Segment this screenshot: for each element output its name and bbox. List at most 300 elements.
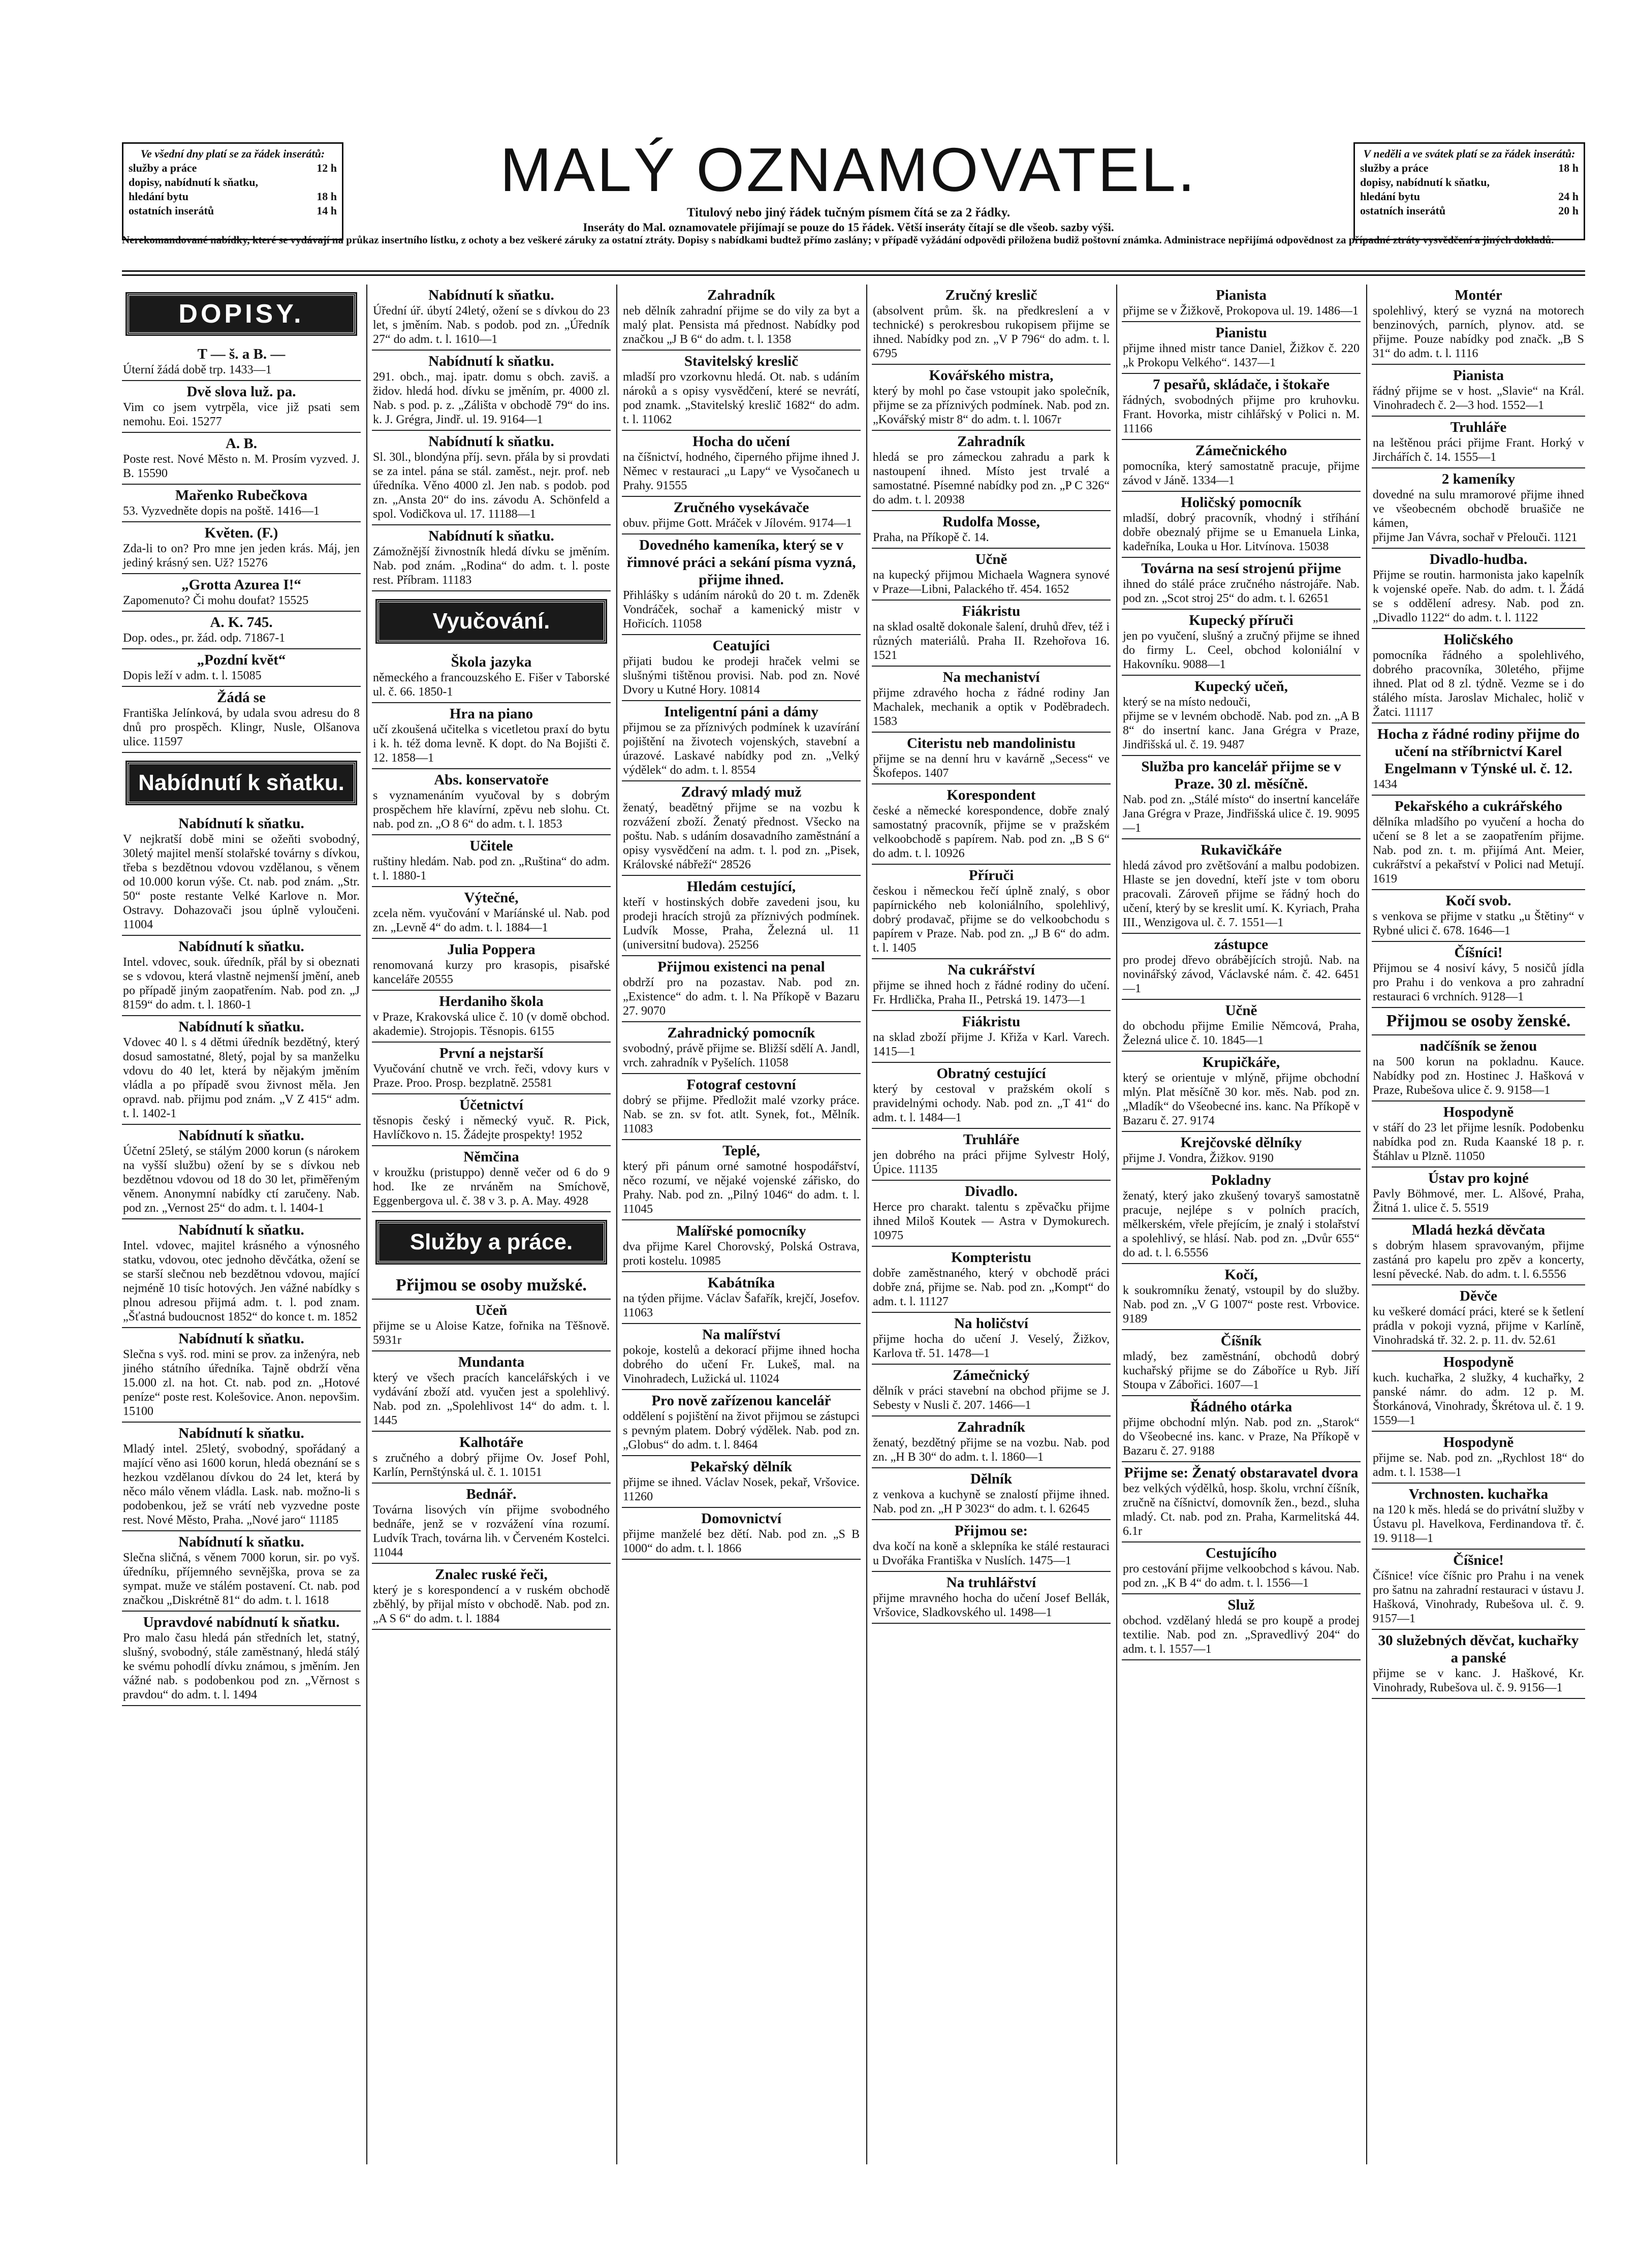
classified-ad <box>872 1247 1111 1313</box>
classified-ad <box>622 1456 861 1508</box>
ad-text: přijme ihned mistr tance Daniel, Žižkov č. 220 „k Prokopu Velkého“. 1437—1 <box>1123 342 1360 369</box>
rates-left-title: Ve všední dny platí se za řádek inserátů: <box>140 147 325 160</box>
ad-text: dobře zaměstnaného, který v obchodě práci dobře zná, přijme se. Nab. pod zn. „Kompt“ do adm. t. l. 11127 <box>873 1267 1110 1308</box>
ad-heading: Kočí svob. <box>1445 893 1511 909</box>
classified-ad <box>372 1564 611 1630</box>
classified-ad <box>872 959 1111 1011</box>
ad-text: který při pánum orné samotné hospodářství, něco rozumí, ve nějaké vojenské zářisko, do Prahy. Nab. pod zn. „Pilný 1046“ do adm. t. l. 11045 <box>623 1160 860 1216</box>
ad-heading: Truhláře <box>963 1131 1020 1148</box>
ad-heading: Zahradník <box>957 1419 1025 1435</box>
ad-text: v kroužku (pristuppo) denně večer od 6 do 9 hod. Ike ze nrváněm na Smíchově, Eggenbergova ul. č. 38 v 3. p. A. May. 4928 <box>373 1166 610 1208</box>
ad-text: ženatý, beadětný přijme se na vozbu k rozvážení zboží. Ženatý přednost. Všecko na poštu. Nab. s udáním dosavadního zaměstnání a opisy vysvědčení na adm. t. l. pod zn. „Pisek, Královské nábřeží“ 28526 <box>623 801 860 871</box>
ad-heading: Dělník <box>970 1471 1013 1487</box>
ad-heading: Inteligentní páni a dámy <box>664 704 818 720</box>
ad-text: oddělení s pojištění na život přijmou se zástupci s pevným platem. Dobrý výdělek. Nab. pod zn. „Globus“ do adm. t. l. 8464 <box>623 1410 860 1452</box>
classified-ad <box>872 667 1111 733</box>
classified-ad <box>122 687 361 753</box>
ad-text: mladší, dobrý pracovník, vhodný i stříhání dobře obeznalý přijme se u Emanuela Linka, kadeřníka, Louka u Hor. Litvínova. 15038 <box>1123 512 1360 553</box>
ads-snatky <box>122 813 361 1706</box>
column-6 <box>1372 285 1585 2164</box>
ad-heading: Bednář. <box>466 1486 517 1502</box>
rates-box-left <box>122 142 343 240</box>
classified-ad <box>122 936 361 1016</box>
ad-text: spolehlivý, který se vyzná na motorech benzinových, parních, plynov. atd. se přijme. Pouze nabídky pod značk. „B S 31“ do adm. t. l. 1116 <box>1373 304 1584 360</box>
classified-ad <box>1372 417 1585 468</box>
classified-ad <box>372 1094 611 1146</box>
ad-heading: Na truhlářství <box>946 1574 1036 1591</box>
classified-ad <box>1122 934 1361 1000</box>
ad-text: s zručného a dobrý přijme Ov. Josef Pohl, Karlín, Pernštýnská ul. č. 1. 10151 <box>373 1452 610 1479</box>
ad-heading: Malířské pomocníky <box>676 1223 806 1239</box>
ad-heading: Ceatujíci <box>712 638 770 654</box>
ad-heading: Zahradnický pomocník <box>667 1025 815 1041</box>
ad-heading: Fotograf cestovní <box>686 1077 796 1093</box>
ad-heading: Nabídnutí k sňatku. <box>178 1425 304 1441</box>
ad-text: pokoje, kostelů a dekorací přijme ihned hocha dobrého do učení Fr. Lukeš, mal. na Vinohradech, Lužická ul. 11024 <box>623 1344 860 1385</box>
ad-text: 291. obch., maj. ipatr. domu s obch. zaviš. a židov. hledá hod. dívku se jměním, pr. 4000 zl. Nab. s pod. p. z. „Zálišta v obchodě 79“ do ins. k. J. Grégra, Jindř. ul. 19. 9164—1 <box>373 370 610 426</box>
ad-heading: Kupecký učeň, <box>1194 678 1288 695</box>
rates-left-row <box>129 190 337 204</box>
ad-text: přijme mravného hocha do učení Josef Bellák, Vršovice, Sladkovského ul. 1498—1 <box>873 1592 1110 1619</box>
column-divider <box>866 285 867 2164</box>
ad-heading: Hledám cestující, <box>686 878 796 895</box>
ad-text: českou i německou řečí úplně znalý, s obor papírnického neb koloniálního, spolehlivý, dobrý prodavač, přijme se do velkoobchodu s papírem v Praze. Nab. pod zn. „J B 6“ do adm. t. l. 1405 <box>873 885 1110 955</box>
ad-text: dělníka mladšího po vyučení a hocha do učení se 8 let a se zaopatřením přijme. Nab. pod zn. t. m. přijímá Ant. Meier, cukrářství a pekařství v Polici nad Metují. 1619 <box>1373 815 1584 886</box>
ad-text: na leštěnou práci přijme Frant. Horký v Jirchářích č. 14. 1555—1 <box>1373 436 1584 464</box>
classified-ad <box>122 574 361 612</box>
classified-ad <box>122 522 361 574</box>
classified-ad <box>622 285 861 351</box>
ad-text: (absolvent prům. šk. na předkreslení a v technické) s perokresbou rukopisem přijme se ihned. Nabídky pod zn. „V P 796“ do adm. t. l. 6795 <box>873 304 1110 360</box>
ad-text: německého a francouzského E. Fišer v Taborské ul. č. 66. 1850-1 <box>373 671 610 699</box>
column-divider <box>1116 285 1117 2164</box>
section-dopisy: DOPISY. <box>127 294 356 334</box>
ad-text: svobodný, právě přijme se. Bližší sdělí A. Jandl, vrch. zahradník v Pyšelích. 11058 <box>623 1042 860 1069</box>
ad-heading: Zručného vysekávače <box>673 499 809 516</box>
ad-columns <box>122 285 1585 2164</box>
ad-heading: Nabídnutí k sňatku. <box>428 433 554 450</box>
ads-col3 <box>622 285 861 1560</box>
classified-ad <box>372 769 611 835</box>
ads-col4 <box>872 285 1111 1624</box>
ad-heading: Hospodyně <box>1443 1434 1514 1451</box>
classified-ad <box>1372 1101 1585 1168</box>
classified-ad <box>372 703 611 769</box>
ad-text: ku veškeré domácí práci, které se k šetlení prádla v pokoji vyzná, přijme v Karlíně, Vinohradská tř. 32. 2. p. 11. dv. 52.61 <box>1373 1305 1584 1347</box>
classified-ad <box>1122 1132 1361 1170</box>
classified-ad <box>122 485 361 522</box>
ad-text: Praha, na Příkopě č. 14. <box>873 531 989 544</box>
ad-heading: Hra na piano <box>449 706 533 722</box>
classified-ad <box>872 1181 1111 1247</box>
classified-ad <box>1372 549 1585 629</box>
ad-text: V nejkratší době mini se ožeňti svobodný, 30letý majitel menší stolařské továrny s dívkou, třeba s bezdětnou vdovou vzdělanou, s věnem od 10.000 korun výše. Ct. nab. pod znám. „Str. 50“ poste restante Velké Karlove n. Mor. Ostravy. Dohazovači jsou úplně vyloučeni. 11004 <box>123 833 360 931</box>
classified-ad <box>372 835 611 887</box>
ad-text: řádných, svobodných přijme pro kruhovku. Frant. Hovorka, mistr cihlářský v Polici n. M. 11166 <box>1123 394 1360 435</box>
ad-text: zcela něm. vyučování v Maríánské ul. Nab. pod zn. „Levně 4“ do adm. t. l. 1884—1 <box>373 907 610 934</box>
ad-text: přijme se v Žižkově, Prokopova ul. 19. 1486—1 <box>1123 304 1359 318</box>
classified-ad <box>1372 1168 1585 1219</box>
ad-text: Nab. pod zn. „Stálé místo“ do insertní kanceláře Jana Grégra v Praze, Jindřišská ulice č. 19. 9095—1 <box>1123 793 1360 835</box>
ad-heading: Nabídnutí k sňatku. <box>178 815 304 832</box>
ad-heading: Citeristu neb mandolinistu <box>907 735 1076 751</box>
classified-ad <box>622 635 861 701</box>
classified-ad <box>1122 285 1361 322</box>
ad-heading: Krejčovské dělníky <box>1180 1135 1302 1151</box>
column-divider <box>1366 285 1367 2164</box>
ad-heading: Krupičkáře, <box>1202 1054 1280 1070</box>
ad-heading: 30 služebných děvčat, kuchařky a panské <box>1378 1632 1579 1666</box>
classified-ad <box>122 813 361 936</box>
ad-heading: Stavitelský kreslič <box>684 353 799 369</box>
classified-ad <box>1122 610 1361 676</box>
rate-label: služby a práce <box>129 162 197 174</box>
newspaper-page <box>122 137 1585 2169</box>
ad-text: dělník v práci stavební na obchod přijme se J. Sebesty v Nusli č. 207. 1466—1 <box>873 1384 1110 1412</box>
ad-heading: Vrchnosten. kuchařka <box>1408 1486 1549 1502</box>
ad-text: obuv. přijme Gott. Mráček v Jílovém. 9174—1 <box>623 517 853 530</box>
classified-ad <box>872 511 1111 549</box>
ad-heading: Abs. konservatoře <box>434 772 549 788</box>
ad-text: Zámožnější živnostník hledá dívku se jměním. Nab. pod znám. „Rodina“ do adm. t. l. poste rest. Příbram. 11183 <box>373 545 610 587</box>
ad-heading: Zámečnického <box>1195 443 1287 459</box>
classified-ad <box>1372 1630 1585 1699</box>
ad-text: Vim co jsem vytrpěla, vice již psati sem nemohu. Eoi. 15277 <box>123 401 360 428</box>
ad-heading: Hocha do učení <box>692 433 790 450</box>
section-sluzby: Služby a práce. <box>377 1221 606 1263</box>
ad-text: těsnopis český i německý vyuč. R. Pick, Havlíčkovo n. 15. Žádejte prospekty! 1952 <box>373 1114 610 1142</box>
ad-heading: Pekařský dělník <box>690 1459 793 1475</box>
classified-ad <box>372 887 611 939</box>
column-1 <box>122 285 361 2164</box>
classified-ad <box>872 285 1111 365</box>
ad-text: hledá závod pro zvětšování a malbu podobizen. Hlaste se jen dovední, kteří jste v tom oboru pracovali. Zároveň přijme se řádný hoch do učení, který by se kreslit umí. K. Kyriach, Praha III., Wenzigova ul. č. 7. 1551—1 <box>1123 859 1360 929</box>
classified-ad <box>122 381 361 433</box>
classified-ad <box>372 1432 611 1484</box>
ad-text: pro prodej dřevo obrábějících strojů. Nab. na novinářský závod, Václavské nám. č. 42. 6451—1 <box>1123 954 1360 995</box>
ad-text: pomocníka řádného a spolehlivého, dobrého pracovníka, 30letého, přijme ihned. Plat od 8 zl. týdně. Vezme se i do stálého místa. Jaroslav Michalec, holič v Žatci. 11117 <box>1373 649 1584 719</box>
classified-ad <box>622 1508 861 1560</box>
rate-price: 18 h <box>1558 162 1579 174</box>
ad-text: mladší pro vzorkovnu hledá. Ot. nab. s udáním nároků a s opisy vysvědčení, které se nevrátí, pod znamk. „Stavitelský kreslič 1682“ do adm. t. l. 11062 <box>623 370 860 426</box>
classified-ad <box>872 1365 1111 1416</box>
classified-ad <box>872 1520 1111 1572</box>
ad-heading: Na holičství <box>954 1315 1028 1332</box>
ad-heading: Nabídnutí k sňatku. <box>178 1534 304 1550</box>
ad-text: Poste rest. Nové Město n. M. Prosím vyzved. J. B. 15590 <box>123 453 360 480</box>
ad-heading: Přijme se: Ženatý obstaravatel dvora <box>1124 1465 1359 1481</box>
ad-text: s dobrým hlasem spravovaným, přijme zastáná pro kapelu pro zpěv a koncerty, lesní pěvecké. Nab. do adm. t. l. 6.5556 <box>1373 1239 1584 1281</box>
ad-text: Dop. odes., pr. žád. odp. 71867-1 <box>123 632 286 645</box>
ad-heading: Děvče <box>1459 1288 1498 1304</box>
classified-ad <box>1372 796 1585 890</box>
ad-heading: Učeň <box>475 1302 508 1318</box>
ad-text: přijme J. Vondra, Žižkov. 9190 <box>1123 1152 1274 1165</box>
classified-ad <box>872 601 1111 667</box>
ad-heading: Číšník <box>1220 1333 1262 1349</box>
ad-text: Úterní žádá době trp. 1433—1 <box>123 363 272 376</box>
ad-text: Pro malo času hledá pán středních let, statný, slušný, svobodný, stále zaměstnaný, hledá stálý ke svému pohodlí dívku známou, s jměním. Jen vážné nab. s podobenkou pod zn. „Věrnost s pravdou“ do adm. t. l. 1494 <box>123 1631 360 1702</box>
classified-ad <box>872 733 1111 784</box>
ad-text: přijme zdravého hocha z řádné rodiny Jan Machalek, mechanik a optik v Poděbradech. 1583 <box>873 686 1110 728</box>
ad-text: mladý, bez zaměstnání, obchodů dobrý kuchařský přijme se do Záboříce u Ryb. Jiří Stoupa v Zábořici. 1607—1 <box>1123 1350 1360 1392</box>
classified-ad <box>1372 285 1585 365</box>
ad-text: Intel. vdovec, majitel krásného a výnosného statku, vdovou, otec jednoho děvčátka, ožení se se starší slečnou neb bezdětnou vdovou, mající nejméně 10 tisíc hotových. Jen vážné nabídky s plnou adresou přijmá adm. t. l. pod znam. „Šťastná budoucnost 1852“ do konce t. m. 1852 <box>123 1239 360 1324</box>
ad-heading: „Grotta Azurea I!“ <box>181 577 301 593</box>
ad-heading: Rukavičkáře <box>1201 842 1282 858</box>
ad-text: na sklad osaltě dokonale šalení, druhů dřev, též i různých materiálů. Praha II. Rzehořova 16. 1521 <box>873 620 1110 662</box>
ad-text: který ve všech pracích kancelářských i ve vydávání zboží atd. vyučen jest a spolehlivý. Nab. pod zn. „Spolehlivost 14“ do adm. t. l. 1445 <box>373 1371 610 1427</box>
ad-heading: Upravdové nabídnutí k sňatku. <box>143 1614 340 1630</box>
ad-text: k soukromníku ženatý, vstoupil by do služby. Nab. pod zn. „V G 1007“ poste rest. Vrbovice. 9189 <box>1123 1284 1360 1326</box>
ad-text: přijme Jan Vávra, sochař v Přelouči. 1121 <box>1373 531 1578 544</box>
ad-heading: Korespondent <box>947 787 1036 803</box>
ad-text: hledá se pro zámeckou zahradu a park k nastoupení ihned. Místo jest trvalé a samostatné. Písemné nabídky pod zn. „P C 326“ do adm. t. l. 20938 <box>873 451 1110 507</box>
ad-text: pomocníka, který samostatně pracuje, přijme závod v Jáně. 1334—1 <box>1123 460 1360 487</box>
classified-ad <box>122 612 361 649</box>
ad-text: v stáří do 23 let přijme lesník. Podobenku nabídka pod zn. Ruda Kaanské 18 p. r. Štáhlav u Plzně. 11050 <box>1373 1121 1584 1163</box>
ad-heading: Učitele <box>469 838 513 854</box>
ad-text: Dopis leží v adm. t. l. 15085 <box>123 669 262 682</box>
rates-right-title: V neděli a ve svátek platí se za řádek inserátů: <box>1363 147 1575 160</box>
ad-heading: Hocha z řádné rodiny přijme do učení na stříbrnictví Karel Engelmann v Týnské ul. č. 12. <box>1377 726 1580 777</box>
header-notice: Nerekomandované nabídky, které se vydávají na průkaz insertního lístku, z ochoty a bez veškeré záruky za ostatní ztráty. Dopisy s nabídkami budtež přímo zaslány; v případě vyžádání odpovědi přiložena budiž poštovní známka. Administrace nepřijímá odpovědnost za případné ztráty vysvědčení a jiných dokladů. <box>122 234 1554 246</box>
classified-ad <box>372 1300 611 1351</box>
ad-text: přijmou se za příznivých podmínek k uzavírání pojištění na životech vojenských, stavební a úrazové. Laskavé nabídky pod zn. „Velký výdělek“ do adm. t. l. 8554 <box>623 721 860 777</box>
classified-ad <box>1372 723 1585 796</box>
ad-heading: Mladá hezká děvčata <box>1411 1222 1546 1238</box>
ad-heading: Nabídnutí k sňatku. <box>178 1019 304 1035</box>
ad-heading: Zručný kreslič <box>945 287 1037 303</box>
ad-text: Vdovec 40 l. s 4 dětmi úředník bezdětný, který dosud samostatné, 8letý, pojal by sa manželku vdovu do 40 let, která by nějakým jměním vládla a po případě svou živnost měla. Jen opravd. nab. přijmu pod znám. „V Z 415“ adm. t. l. 1402-1 <box>123 1036 360 1120</box>
classified-ad <box>122 343 361 381</box>
ad-heading: Holičského <box>1443 632 1513 648</box>
classified-ad <box>1122 1542 1361 1594</box>
ad-heading: Žádá se <box>217 689 266 706</box>
ad-heading: Zámečnický <box>953 1367 1030 1383</box>
ad-heading: 7 pesařů, skládače, i štokaře <box>1153 376 1330 393</box>
ad-text: ihned do stálé práce zručného nástrojáře. Nab. pod zn. „Scot stroj 25“ do adm. t. l. 62651 <box>1123 578 1360 605</box>
ad-text: učí zkoušená učitelka s vicetletou praxí do bytu i k. h. též doma levně. K dopt. do Na Bojišti č. 12. 1858—1 <box>373 723 610 765</box>
ad-text: 53. Vyzvedněte dopis na poště. 1416—1 <box>123 505 320 518</box>
classified-ad <box>622 701 861 781</box>
ad-heading: A. K. 745. <box>210 614 273 631</box>
classified-ad <box>872 865 1111 959</box>
column-2 <box>372 285 611 2164</box>
ad-heading: Fiákristu <box>962 603 1021 619</box>
classified-ad <box>372 1484 611 1564</box>
ad-text: jen po vyučení, slušný a zručný přijme se ihned do firmy L. Ceel, obchod koloniální v Hakovníku. 9088—1 <box>1123 629 1360 671</box>
classified-ad <box>1122 322 1361 374</box>
rates-right-row <box>1360 204 1579 218</box>
ad-text: ženatý, který jako zkušený tovaryš samostatně pracuje, nejlépe s v polních pracích, mělkerském, vřele přejícím, je znalý i stolařství a spolehlivý, se hlásí. Nab. pod zn. „Dvůr 655“ do ad. t. l. 6.5556 <box>1123 1189 1360 1259</box>
ad-text: Pavly Böhmové, mer. L. Alšové, Praha, Žitná 1. ulice č. 5. 5519 <box>1373 1187 1584 1215</box>
ad-text: Intel. vdovec, souk. úředník, přál by si obeznati se s vdovou, která vlastně nejmenší jmění, aneb po případě jiným zaopatřením. Nab. pod zn. „J 8159“ do adm. t. l. 1860-1 <box>123 956 360 1012</box>
ad-heading: Kompteristu <box>951 1249 1031 1266</box>
ad-heading: Hospodyně <box>1443 1104 1514 1120</box>
column-4 <box>872 285 1111 2164</box>
ad-heading: Pianista <box>1453 367 1504 384</box>
ad-text: Přijme se routin. harmonista jako kapelník k vojenské opeře. Nab. do adm. t. l. Žádá se s oddělení adresy. Nab. pod zn. „Divadlo 1122“ do adm. t. l. 1122 <box>1373 569 1584 624</box>
classified-ad <box>1372 629 1585 723</box>
ad-heading: Výtečné, <box>464 890 519 906</box>
rate-label: dopisy, nabídnutí k sňatku, <box>129 176 258 188</box>
ad-heading: Služba pro kancelář přijme se v Praze. 30 zl. měsíčně. <box>1141 759 1341 792</box>
ad-text: na 500 korun na pokladnu. Kauce. Nabídky pod zn. Hostinec J. Hašková v Praze, Rubešova ulice č. 9. 9158—1 <box>1373 1055 1584 1097</box>
classified-ad <box>622 1074 861 1140</box>
ad-text: který je s korespondencí a v ruském obchodě zběhlý, by přijal místo v obchodě. Nab. pod zn. „A S 6“ do adm. t. l. 1884 <box>373 1584 610 1625</box>
ad-text: neb dělník zahradní přijme se do vily za byt a malý plat. Pensista má přednost. Nabídky pod značkou „J B 6“ do adm. t. l. 1358 <box>623 304 860 346</box>
ad-text: dva kočí na koně a sklepníka ke stálé restauraci u Dvořáka Františka v Nuslích. 1475—1 <box>873 1540 1110 1567</box>
classified-ad <box>122 433 361 485</box>
ad-text: Vyučování chutně ve vrch. řeči, vdovy kurs v Praze. Proo. Prosp. bezplatně. 25581 <box>373 1062 610 1090</box>
ad-heading: T — š. a B. — <box>197 346 286 362</box>
column-divider <box>616 285 617 2164</box>
ad-heading: Služ <box>1227 1597 1255 1613</box>
ad-heading: Kupecký příruči <box>1189 612 1294 628</box>
classified-ad <box>622 431 861 497</box>
ad-text: který se orientuje v mlýně, přijme obchodní mlýn. Plat měsíčně 30 kor. měs. Nab. pod zn. „Mladík“ do Všeobecné ins. kanc. Na Příkopě v Bazaru č. 27. 9174 <box>1123 1072 1360 1127</box>
ad-heading: Škola jazyka <box>451 654 532 670</box>
ad-text: přijme se v kanc. J. Haškové, Kr. Vinohrady, Rubešova ul. č. 9. 9156—1 <box>1373 1667 1584 1694</box>
ad-text: Slečna s vyš. rod. mini se prov. za inženýra, neb jiného státního úředníka. Tajně obdrží věna 15.000 zl. na hot. Ct. nab. pod zn. „Hotové peníze“ poste rest. Kolešovice. Anon. nepovšim. 15100 <box>123 1348 360 1418</box>
ad-text: přijme obchodní mlýn. Nab. pod zn. „Starok“ do Všeobecné ins. kanc. v Praze, Na Příkopě v Bazaru č. 27. 9188 <box>1123 1416 1360 1458</box>
ad-heading: Nabídnutí k sňatku. <box>178 1222 304 1238</box>
classified-ad <box>1122 1462 1361 1542</box>
rates-left-row <box>129 161 337 175</box>
classified-ad <box>1122 1594 1361 1660</box>
ad-heading: nadčíšník se ženou <box>1420 1038 1537 1054</box>
classified-ad <box>372 1351 611 1432</box>
ad-heading: Kabátníka <box>707 1275 775 1291</box>
ad-heading: Montér <box>1455 287 1502 303</box>
ad-text: v Praze, Krakovská ulice č. 10 (v domě obchod. akademie). Strojopis. Těsnopis. 6155 <box>373 1011 610 1038</box>
ad-heading: Zahradník <box>957 433 1025 450</box>
classified-ad <box>1122 1170 1361 1264</box>
ad-heading: Cestujícího <box>1205 1545 1277 1561</box>
header-rule <box>122 274 1585 276</box>
ad-text: Slečna sličná, s věnem 7000 korun, sir. po vyš. úředníku, příjemného sevnějška, prova se za sympat. muže ve stálém postavení. Ct. nab. pod značkou „Diskrétně 81“ do adm. t. l. 1618 <box>123 1551 360 1607</box>
ad-heading: Přijmou existenci na penal <box>657 959 825 975</box>
ad-heading: Učně <box>975 551 1007 568</box>
ad-heading: Fiákristu <box>962 1014 1021 1030</box>
ad-text: renomovaná kurzy pro krasopis, pisařské kanceláře 20555 <box>373 959 610 986</box>
ad-heading: Němčina <box>463 1149 519 1165</box>
ad-text: Zda-li to on? Pro mne jen jeden krás. Máj, jen jediný krásný sen. Už? 15276 <box>123 542 360 570</box>
masthead-note: Inseráty do Mal. oznamovatele přijímají se pouze do 15 řádek. Větší inseráty čítají se dle všeob. sazby výši. <box>583 221 1114 234</box>
ad-heading: Divadlo-hudba. <box>1429 551 1528 568</box>
classified-ad <box>372 285 611 351</box>
ad-text: řádný přijme se v host. „Slavie“ na Král. Vinohradech č. 2—3 hod. 1552—1 <box>1373 385 1584 412</box>
ad-heading: Nabídnutí k sňatku. <box>178 1127 304 1144</box>
ad-heading: Číšnice! <box>1453 1552 1504 1568</box>
classified-ad <box>872 784 1111 865</box>
classified-ad <box>622 1140 861 1220</box>
rate-price: 24 h <box>1558 190 1579 203</box>
classified-ad <box>872 1063 1111 1129</box>
classified-ad <box>622 1324 861 1390</box>
column-divider <box>366 285 367 2164</box>
ad-text: Továrna lisových vín přijme svobodného bednáře, jenž se v rozvážení vína rozumí. Ludvík Trach, továrna lih. v Červeném Kostelci. 11044 <box>373 1503 610 1559</box>
ads-dopisy <box>122 343 361 753</box>
rate-price: 14 h <box>317 204 337 217</box>
ad-text: přijme manželé bez dětí. Nab. pod zn. „S B 1000“ do adm. t. l. 1866 <box>623 1528 860 1555</box>
masthead <box>356 134 1341 235</box>
classified-ad <box>122 649 361 687</box>
ad-text: přijme se. Nab. pod zn. „Rychlost 18“ do adm. t. l. 1538—1 <box>1373 1452 1584 1479</box>
ad-heading: Divadlo. <box>965 1183 1018 1200</box>
classified-ad <box>1122 1396 1361 1462</box>
ad-heading: Mundanta <box>458 1354 525 1370</box>
classified-ad <box>1372 1035 1585 1101</box>
classified-ad <box>1122 492 1361 558</box>
ad-heading: Dvě slova luž. pa. <box>186 384 296 400</box>
ad-heading: Obratný cestující <box>936 1065 1046 1082</box>
classified-ad <box>1122 1330 1361 1396</box>
ad-text: Přijmou se 4 nosiví kávy, 5 nosičů jídla pro Prahu i do venkova a pro zahradní restauraci 6 vrchních. 9128—1 <box>1373 962 1584 1003</box>
classified-ad <box>622 1390 861 1456</box>
classified-ad <box>1372 942 1585 1008</box>
ad-heading: Pianistu <box>1215 325 1267 341</box>
ad-heading: Zdravý mladý muž <box>681 784 802 800</box>
classified-ad <box>122 1219 361 1328</box>
ad-text: Františka Jelínková, by udala svou adresu do 8 dnů pro prospěch. Klingr, Nusle, Olšanova ulice. 11597 <box>123 707 360 748</box>
classified-ad <box>622 1220 861 1272</box>
ad-text: dovedné na sulu mramorové přijme ihned ve všeobecném obchodě bruašiče ne kámen, <box>1373 488 1584 530</box>
ad-text: přijme se na denní hru v kavárně „Secess“ ve Škofepos. 1407 <box>873 752 1110 780</box>
ad-text: přijme se ihned. Václav Nosek, pekař, Vršovice. 11260 <box>623 1476 860 1503</box>
column-5 <box>1122 285 1361 2164</box>
ad-text: s vyznamenáním vyučoval by s dobrým prospěchem hře klavírní, zpěvu neb slohu. Ct. nab. pod zn. „O 8 6“ do adm. t. l. 1853 <box>373 789 610 831</box>
ad-heading: Číšníci! <box>1454 944 1503 961</box>
classified-ad <box>1372 468 1585 549</box>
rate-label: služby a práce <box>1360 162 1429 174</box>
ad-text: který se na místo nedouči, <box>1123 696 1251 709</box>
ad-heading: A. B. <box>225 435 258 452</box>
ad-text: na sklad zboží přijme J. Křiža v Karl. Varech. 1415—1 <box>873 1031 1110 1058</box>
classified-ad <box>1122 558 1361 610</box>
ad-text: Účetní 25letý, se stálým 2000 korun (s nárokem na vyšší službu) ožení by se s dívkou neb bezdětnou vdovou od 18 do 30 let, přiměřeným věnem. Anonymní nabídky ctí zaručeny. Nab. pod zn. „Vernost 25“ do adm. t. l. 1404-1 <box>123 1145 360 1215</box>
classified-ad <box>622 876 861 956</box>
classified-ad <box>122 1612 361 1706</box>
ad-text: do obchodu přijme Emilie Němcová, Praha, Železná ulice č. 10. 1845—1 <box>1123 1020 1360 1047</box>
ad-text: bez velkých výdělků, hosp. školu, vrchní číšník, zručně na číšnictví, domovník žen., bezd., sluha mladý. Ct. nab. pod zn. Praha, Karmelitská 44. 6.1r <box>1123 1482 1360 1538</box>
section-snatky: Nabídnutí k sňatku. <box>127 762 356 804</box>
rate-label: ostatních inserátů <box>129 204 214 217</box>
ad-heading: Pianista <box>1216 287 1267 303</box>
ad-heading: Přijmou se: <box>954 1523 1028 1539</box>
ad-text: pro cestování přijme velkoobchod s kávou. Nab. pod zn. „K B 4“ do adm. t. l. 1556—1 <box>1123 1562 1360 1590</box>
ad-heading: Účetnictví <box>459 1097 523 1113</box>
ad-text: s venkova se přijme v statku „u Štětiny“ v Rybné ulici č. 678. 1646—1 <box>1373 910 1584 937</box>
ad-heading: Dovedného kameníka, který se v řimnové práci a sekání písma vyzná, přijme ihned. <box>626 537 856 588</box>
ads-muzske <box>372 1300 611 1630</box>
ad-text: ruštiny hledám. Nab. pod zn. „Ruština“ do adm. t. l. 1880-1 <box>373 855 610 883</box>
ad-heading: Učně <box>1225 1002 1257 1019</box>
masthead-subtitle: Titulový nebo jiný řádek tučným písmem čítá se za 2 řádky. <box>686 206 1011 219</box>
rate-price: 20 h <box>1558 204 1579 217</box>
ad-heading: zástupce <box>1214 936 1269 953</box>
classified-ad <box>1122 756 1361 839</box>
ad-text: přijme se v levném obchodě. Nab. pod zn. „A B 8“ do insertní kanc. Jana Grégra v Praze, Jindřišská ul. č. 19. 9487 <box>1123 710 1360 751</box>
ad-text: ženatý, bezdětný přijme se na vozbu. Nab. pod zn. „H B 30“ do adm. t. l. 1860—1 <box>873 1436 1110 1464</box>
rate-label: hledání bytu <box>1360 190 1420 203</box>
ads-zenske <box>1372 1035 1585 1699</box>
rate-price: 12 h <box>317 162 337 174</box>
ad-text: přijme se ihned hoch z řádné rodiny do učení. Fr. Hrdlička, Praha II., Petrská 19. 1473—1 <box>873 979 1110 1006</box>
rates-right-row <box>1360 190 1579 204</box>
section-vyucovani: Vyučování. <box>377 601 606 642</box>
